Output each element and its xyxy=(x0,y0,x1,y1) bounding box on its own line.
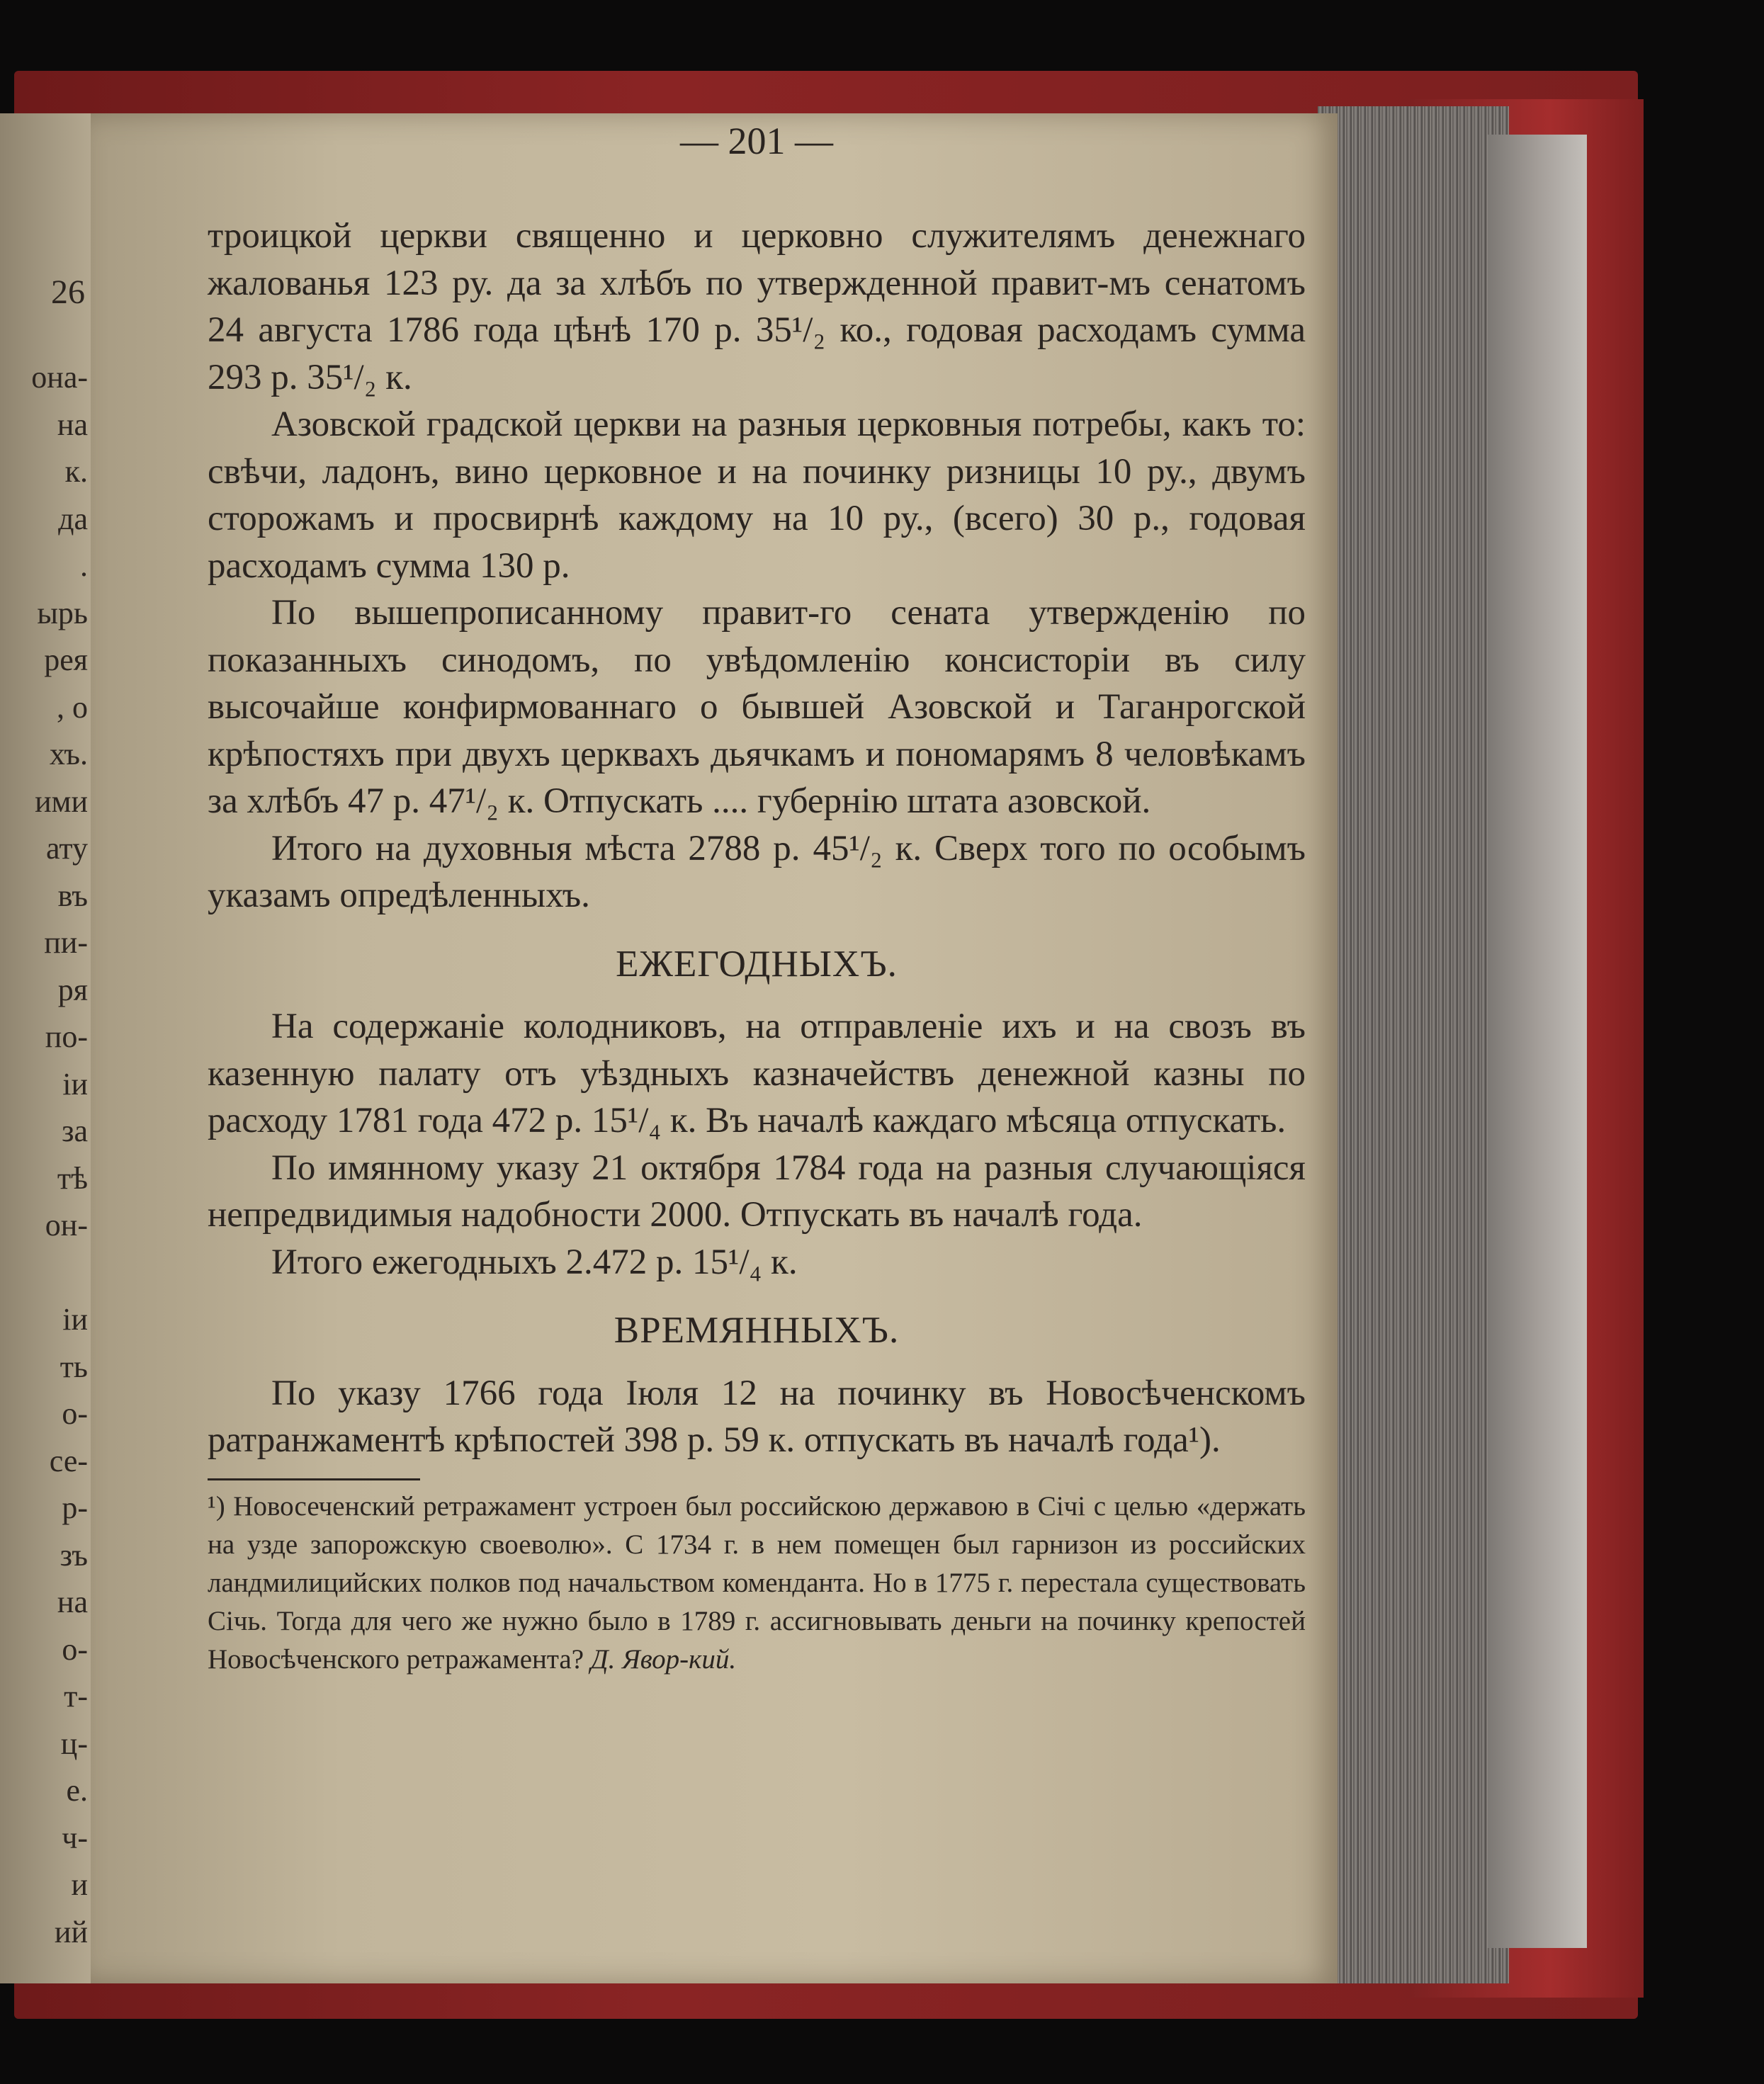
paragraph-2: Азовской градской церкви на разныя церковныя потребы, какъ то: свѣчи, ладонъ, вино церковное и на починку ризницы 10 ру., двумъ сторожамъ и просвирнѣ каждому на 10 ру., (всего) 30 р., годовая расходамъ сумма 130 р. xyxy=(208,404,1306,586)
paragraph-4: Итого на духовныя мѣста 2788 р. 45¹/₂ к. Сверх того по особымъ указамъ опредѣленныхъ. xyxy=(208,828,1306,915)
paragraph-5: На содержаніе колодниковъ, на отправленіе ихъ и на свозъ въ казенную палату отъ уѣздныхъ казначействъ денежной казны по расходу 1781 года 472 р. 15¹/₄ к. Въ началѣ каждаго мѣсяца отпускать. xyxy=(208,1007,1306,1140)
left-page-fragment: ч- xyxy=(62,1820,88,1855)
footnote xyxy=(208,1488,1306,1679)
left-page-fragment: , о xyxy=(57,689,88,725)
left-page-fragment: на xyxy=(57,1585,88,1619)
left-page-fragment: ий xyxy=(54,1914,88,1949)
paragraph-3: По вышепрописанному правит-го сената утвержденію по показанныхъ синодомъ, по увѣдомленію консисторіи въ силу высочайше конфирмованнаго о бывшей Азовской и Таганрогской крѣпостяхъ при двухъ церквахъ дьячкамъ и пономарямъ 8 человѣкамъ за хлѣбъ 47 р. 47¹/₂ к. Отпускать .... губернію штата азовской. xyxy=(208,593,1306,821)
left-page-fragment: ими xyxy=(35,783,88,819)
left-page-fragment: . xyxy=(80,548,88,583)
left-page xyxy=(0,113,99,1983)
left-page-fragment: тѣ xyxy=(57,1160,88,1196)
left-page-fragment: на xyxy=(57,407,88,442)
page-edges xyxy=(1318,106,1509,1983)
left-page-fragment: о- xyxy=(62,1396,88,1431)
left-page-fragment: се- xyxy=(49,1443,88,1478)
left-page-fragment: іи xyxy=(62,1302,88,1337)
right-page xyxy=(91,113,1338,1983)
paragraph-1: троицкой церкви священно и церковно служителямъ денежнаго жалованья 123 ру. да за хлѣбъ по утвержденной правит-мъ сенатомъ 24 августа 1786 года цѣнѣ 170 р. 35¹/₂ ко., годовая расходамъ сумма 293 р. 35¹/₂ к. xyxy=(208,216,1306,397)
left-page-fragment: он- xyxy=(45,1208,88,1242)
page-number: — 201 — xyxy=(680,120,833,162)
left-page-fragment: ырь xyxy=(37,595,88,630)
footnote-rule xyxy=(208,1478,420,1480)
left-page-fragment: ц- xyxy=(60,1726,88,1761)
left-page-fragment: хъ. xyxy=(49,737,88,771)
left-page-fragments xyxy=(31,354,88,1956)
footnote-text: ¹) Новосеченский ретражамент устроен был российскою державою в Січі с целью «держать на узде запорожскую своеволю». С 1734 г. в нем помещен был гарнизон из российских ландмилицийских полков под начальством коменданта. Но в 1775 г. перестала существовать Січь. Тогда для чего же нужно было в 1789 г. ассигновывать деньги на починку крепостей Новосѣченского ретражамента? xyxy=(208,1490,1306,1675)
paragraph-7: Итого ежегодныхъ 2.472 р. 15¹/₄ к. xyxy=(271,1242,798,1282)
left-page-fragment: іи xyxy=(62,1066,88,1102)
left-page-fragment: за xyxy=(62,1114,88,1148)
left-page-number: 26 xyxy=(51,273,85,311)
left-page-fragment: пи- xyxy=(44,925,88,960)
left-page-fragment: е. xyxy=(66,1773,88,1808)
left-page-fragment xyxy=(31,1250,88,1297)
left-page-fragment: к. xyxy=(64,454,88,489)
left-page-fragment: по- xyxy=(45,1019,88,1054)
left-page-fragment: о- xyxy=(62,1631,88,1667)
left-page-fragment: и xyxy=(71,1867,88,1902)
left-page-fragment: ря xyxy=(57,972,88,1007)
section-heading-annual: ЕЖЕГОДНЫХЪ. xyxy=(616,943,898,985)
left-page-fragment: т- xyxy=(64,1679,88,1714)
left-page-fragment: ть xyxy=(60,1349,88,1384)
left-page-fragment: зъ xyxy=(60,1537,88,1573)
section-heading-temporary: ВРЕМЯННЫХЪ. xyxy=(614,1310,900,1351)
paragraph-8: По указу 1766 года Іюля 12 на починку въ Новосѣченскомъ ратранжаментѣ крѣпостей 398 р. 59 к. отпускать въ началѣ года¹). xyxy=(208,1373,1306,1460)
left-page-fragment: ату xyxy=(45,831,88,866)
left-page-fragment: въ xyxy=(57,878,88,913)
left-page-fragment: она- xyxy=(31,360,88,395)
page-edges-light xyxy=(1488,135,1587,1948)
left-page-fragment: р- xyxy=(62,1490,88,1525)
paragraph-6: По имянному указу 21 октября 1784 года на разныя случающіяся непредвидимыя надобности 2000. Отпускать въ началѣ года. xyxy=(208,1148,1306,1235)
footnote-signature: Д. Явор-кий. xyxy=(590,1643,737,1675)
body-text xyxy=(208,213,1306,1679)
left-page-fragment: рея xyxy=(44,642,88,677)
left-page-fragment: да xyxy=(58,501,88,536)
